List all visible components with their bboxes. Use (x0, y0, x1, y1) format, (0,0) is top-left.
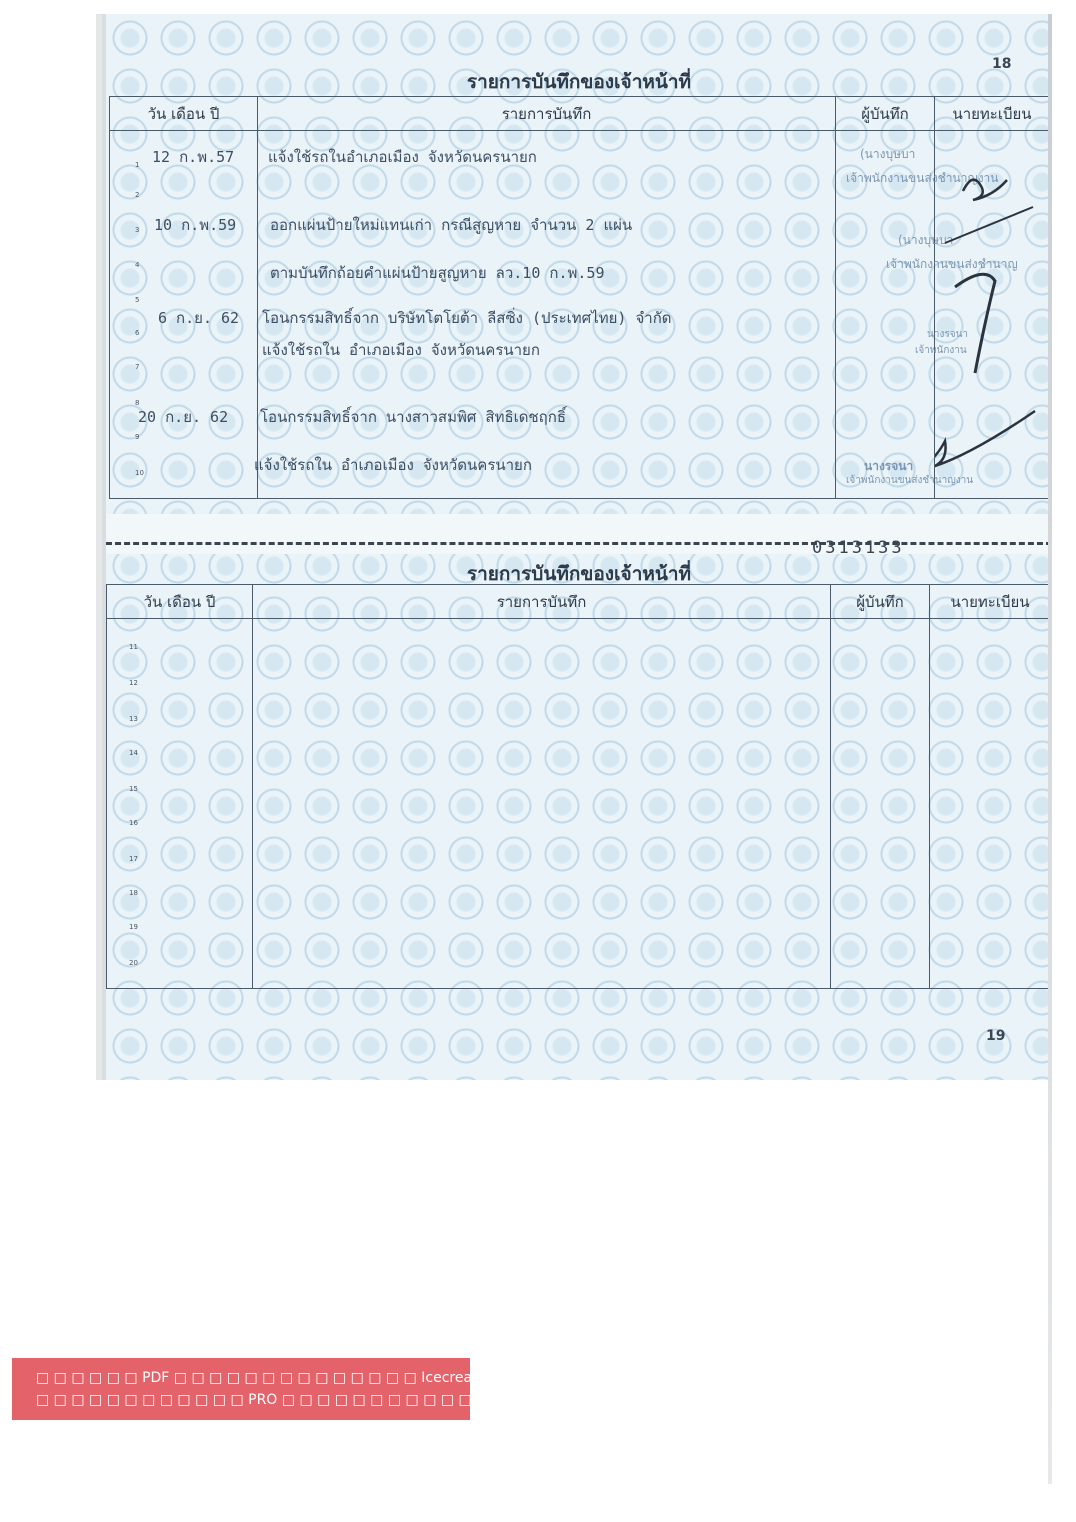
entry-date: 6 ก.ย. 62 (158, 309, 240, 327)
official-stamp: เจ้าพนักงานขนส่งชำนาญงาน (846, 475, 974, 486)
line-number: 19 (129, 923, 138, 931)
entry-text: โอนกรรมสิทธิ์จาก นางสาวสมพิศ สิทธิเดชฤกธิ์ (260, 408, 566, 426)
entry-column (253, 619, 831, 989)
icecream-pdf-watermark (12, 1358, 543, 1420)
line-number: 1 (135, 161, 140, 169)
line-number: 2 (135, 191, 140, 199)
watermark-line-1: □ □ □ □ □ □ PDF □ □ □ □ □ □ □ □ □ □ □ □ □ □ Icecream PDF (36, 1370, 518, 1386)
line-number: 10 (135, 469, 144, 477)
header-date: วัน เดือน ปี (107, 585, 253, 619)
top-page-number: 18 (992, 56, 1012, 72)
date-column (107, 619, 253, 989)
line-number: 7 (135, 363, 140, 371)
entry-date: 10 ก.พ.59 (154, 216, 237, 234)
bottom-ledger-table (106, 584, 1051, 989)
line-number: 6 (135, 329, 140, 337)
line-number: 11 (129, 643, 138, 651)
official-stamp: (นางบุษบา (860, 147, 916, 161)
bottom-page-number: 19 (986, 1028, 1006, 1044)
line-number: 5 (135, 296, 140, 304)
line-number: 13 (129, 715, 138, 723)
line-number: 20 (129, 959, 138, 967)
entry-date: 20 ก.ย. 62 (138, 408, 229, 426)
line-number: 9 (135, 433, 140, 441)
top-ledger-table (109, 96, 1050, 499)
header-registrar: นายทะเบียน (930, 585, 1051, 619)
registrar-column (930, 619, 1051, 989)
line-number: 14 (129, 749, 138, 757)
serial-number: 0313133 (812, 538, 905, 558)
line-number: 12 (129, 679, 138, 687)
line-number: 16 (129, 819, 138, 827)
line-number: 18 (129, 889, 138, 897)
page-right-edge (1048, 14, 1052, 1484)
official-stamp: เจ้าพนักงานขนส่งชำนาญ (886, 257, 1018, 271)
date-column (110, 131, 258, 499)
header-date: วัน เดือน ปี (110, 97, 258, 131)
entry-text: แจ้งใช้รถในอำเภอเมือง จังหวัดนครนายก (268, 148, 537, 166)
entry-text: แจ้งใช้รถใน อำเภอเมือง จังหวัดนครนายก (254, 456, 532, 474)
perforation-line (106, 542, 1052, 557)
official-stamp: เจ้าพนักงานขนส่งชำนาญงาน (846, 171, 999, 185)
header-registrar: นายทะเบียน (935, 97, 1050, 131)
official-stamp: นางรจนา (927, 329, 969, 340)
header-recorder: ผู้บันทึก (831, 585, 930, 619)
entry-text: โอนกรรมสิทธิ์จาก บริษัทโตโยต้า ลีสซิ่ง (ประเทศไทย) จำกัด (262, 309, 672, 327)
registrar-signatures-icon (935, 131, 1050, 499)
entry-date: 12 ก.พ.57 (152, 148, 235, 166)
entry-text: ออกแผ่นป้ายใหม่แทนเก่า กรณีสูญหาย จำนวน 2 แผ่น (270, 216, 633, 234)
top-section-title: รายการบันทึกของเจ้าหน้าที่ (466, 71, 692, 93)
recorder-column (836, 131, 1018, 499)
line-number: 4 (135, 261, 140, 269)
entry-text: แจ้งใช้รถใน อำเภอเมือง จังหวัดนครนายก (262, 341, 540, 359)
line-number: 3 (135, 226, 140, 234)
entry-text: ตามบันทึกถ้อยคำแผ่นป้ายสูญหาย ลว.10 ก.พ.59 (270, 264, 605, 282)
line-number: 8 (135, 399, 140, 407)
page-left-shadow (96, 14, 106, 1080)
bottom-section-title: รายการบันทึกของเจ้าหน้าที่ (466, 563, 692, 585)
header-entry: รายการบันทึก (258, 97, 836, 131)
line-number: 17 (129, 855, 138, 863)
official-stamp: (นางบุษบา (898, 233, 954, 247)
entry-column (254, 131, 836, 499)
scanned-document (106, 14, 1052, 1080)
header-recorder: ผู้บันทึก (836, 97, 935, 131)
header-entry: รายการบันทึก (253, 585, 831, 619)
line-number: 15 (129, 785, 138, 793)
official-stamp: เจ้าพนักงาน (915, 345, 967, 356)
official-stamp: นางรจนา (864, 459, 914, 473)
watermark-line-2: □ □ □ □ □ □ □ □ □ □ □ □ PRO □ □ □ □ □ □ □ □ □ □ □ □ □ □ □ (36, 1392, 543, 1408)
recorder-column (831, 619, 930, 989)
